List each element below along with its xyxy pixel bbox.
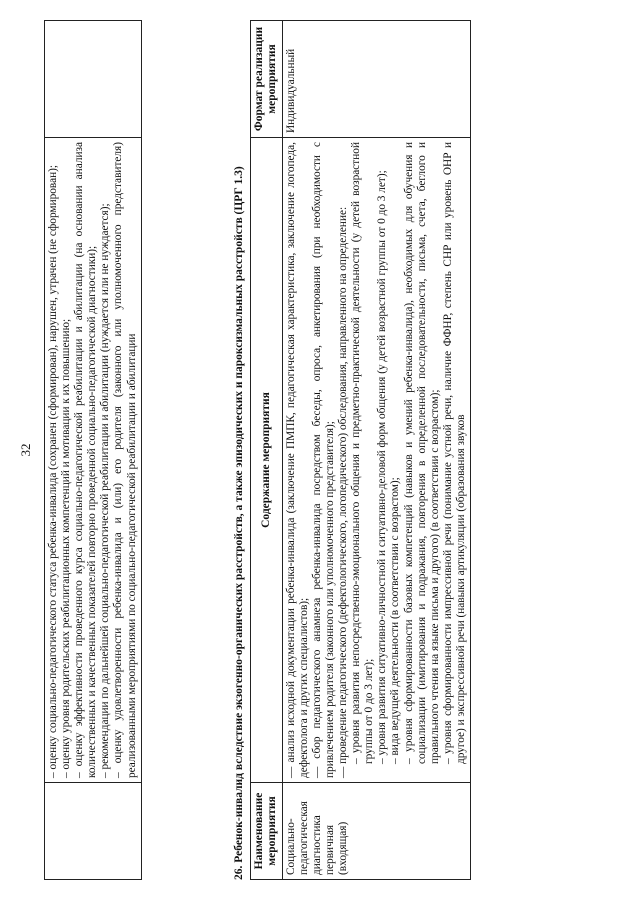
column-header-format: Формат реализации мероприятия [251,21,283,138]
empty-cell [45,21,142,138]
list-item: – уровня сформированности импрессивной речи (понимание устной речи, наличие ФФНР, степень СНР или уровень ОНР и другое) и экспрессивной речи (навыки артикуляции (образования звуков [441,142,467,764]
list-item: — проведение педагогического (дефектологического, логопедического) обследования, направленного на определение: [337,206,350,778]
content-cell [45,138,142,783]
table-row [45,21,142,880]
empty-cell [45,783,142,880]
activity-content [282,138,470,783]
rotated-content [20,20,620,880]
list-item: – оценку социально-педагогического статуса ребенка-инвалида (сохранен (сформирован), нарушен, утрачен (не сформирован); [47,164,59,778]
list-item: – рекомендации по дальнейшей социально-педагогической реабилитации и абилитации (нуждается или не нуждается); [99,203,112,778]
page-number: 32 [18,443,33,457]
table-row [282,21,470,880]
list-item: – уровня развития непосредственно-эмоционального общения и предметно-практической деятельности (у детей возрастной группы от 0 до 3 лет); [350,142,376,764]
list-item: — анализ исходной документации ребенка-инвалида (заключение ПМПК, педагогическая характеристика, заключение логопеда, дефектолога и других специалистов); [284,142,310,778]
list-item: – оценку удовлетворенности ребенка-инвалида и (или) его родителя (законного или уполномоченного представителя) реализованными мероприятиями по социально-педагогической реабилитации и абилитации [112,142,138,778]
list-item: – уровня сформированности базовых компетенций (навыков и умений ребенка-инвалида), необходимых для обучения и социализации (имитирования и подражания, повторения в определенной последовательности, письма, счета, беглого и правильного чтения на языке письма и другого) (в соответствии с возрастом); [402,142,441,764]
section-title: 26. Ребенок-инвалид вследствие экзогенно-органических расстройств, а также эпизодических и пароксизмальных расстройств (ЦРГ 1.3) [233,166,245,880]
list-item: – оценку уровня родительских реабилитационных компетенций и мотивации к их повышению; [60,318,73,778]
header-row [251,21,283,880]
activity-format: Индивидуальный [282,21,470,138]
column-header-name: Наименование мероприятия [251,783,283,880]
activities-table [250,20,471,880]
list-item: – оценку эффективности проведенного курса социально-педагогической реабилитации и абилитации (на основании анализа количественных и качественных показателей повторно проведенной социально-педагогической диагностики); [73,142,99,778]
list-item: – уровня развития ситуативно-личностной и ситуативно-деловой форм общения (у детей возрастной группы от 0 до 3 лет); [376,170,389,764]
list-item: – вида ведущей деятельности (в соответствии с возрастом); [389,477,402,764]
continuation-table [44,20,142,880]
column-header-content: Содержание мероприятия [251,138,283,783]
activity-name: Социально-педагогическая диагностика первичная (входящая) [282,783,470,880]
list-item: — сбор педагогического анамнеза ребенка-инвалида посредством беседы, опроса, анкетирования (при необходимости с привлечением родителя (законного или уполномоченного представителя); [310,142,336,778]
